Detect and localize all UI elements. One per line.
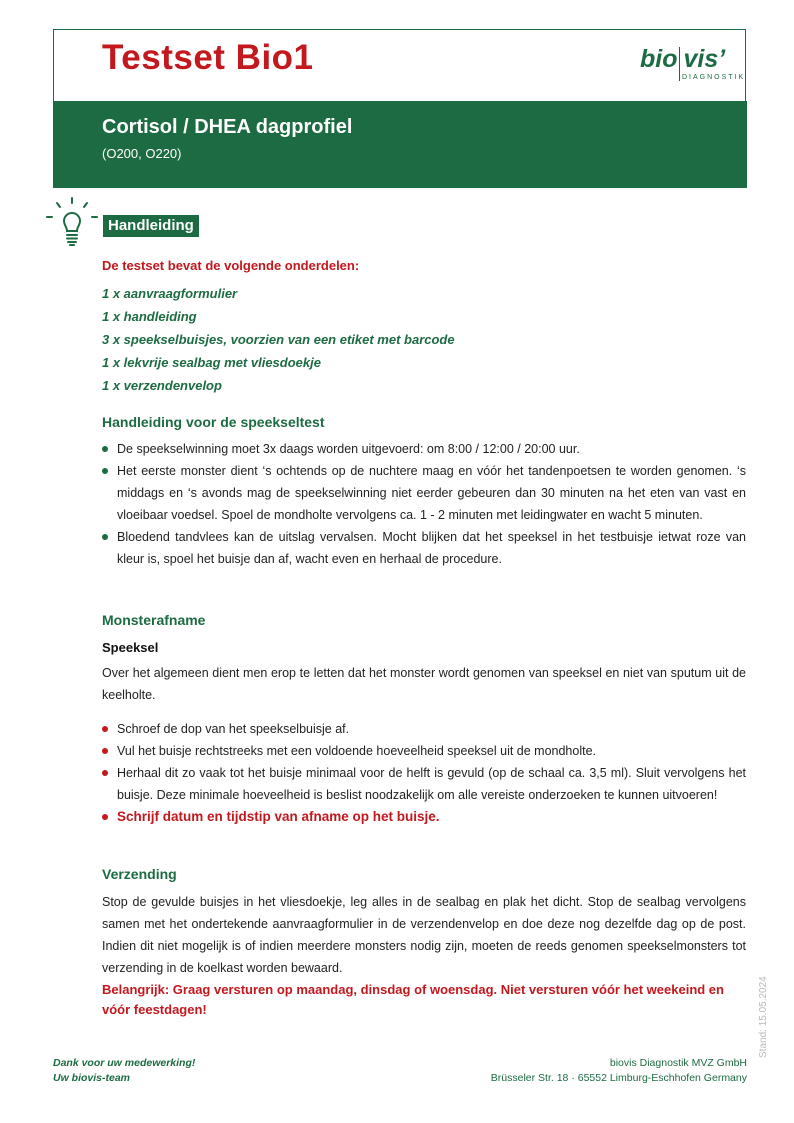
logo-subtitle: DIAGNOSTIK bbox=[682, 74, 746, 81]
footer-thanks-line2: Uw biovis-team bbox=[53, 1072, 131, 1084]
banner-title: Cortisol / DHEA dagprofiel bbox=[102, 116, 353, 138]
logo-divider bbox=[679, 47, 680, 81]
sampling-intro: Over het algemeen dient men erop te letten dat het monster wordt genomen van speeksel en niet van sputum uit de keelholte. bbox=[102, 666, 746, 702]
instructions-list bbox=[102, 438, 746, 570]
list-item: Schroef de dop van het speekselbuisje af. bbox=[102, 718, 746, 740]
list-item: 1 x aanvraagformulier bbox=[102, 286, 238, 301]
footer-address bbox=[491, 1056, 747, 1086]
sampling-list bbox=[102, 718, 746, 828]
contents-list bbox=[102, 282, 746, 397]
footer-thanks bbox=[53, 1056, 195, 1086]
shipping-text: Stop de gevulde buisjes in het vliesdoekje, leg alles in de sealbag en plak het dicht. Stop de sealbag vervolgens samen met het ondertekende aanvraagformulier in de verzendenvelop en doe deze nog dezelfde dag op de post. Indien dit niet mogelijk is of indien meerdere monsters nodig zijn, moeten de reeds genomen speekselmonsters tot verzending in de koelkast worden bewaard. bbox=[102, 895, 746, 975]
list-item: Vul het buisje rechtstreeks met een voldoende hoeveelheid speeksel uit de mondholte. bbox=[102, 740, 746, 762]
logo-wordmark: bio vis’ bbox=[640, 45, 726, 73]
list-item: 1 x verzendenvelop bbox=[102, 378, 222, 393]
list-item-emphasis: Schrijf datum en tijdstip van afname op het buisje. bbox=[102, 806, 746, 828]
sampling-heading: Monsterafname bbox=[102, 612, 206, 628]
lightbulb-icon bbox=[44, 196, 100, 248]
footer-company: biovis Diagnostik MVZ GmbH bbox=[609, 1057, 747, 1069]
list-item: Het eerste monster dient ‘s ochtends op de nuchtere maag en vóór het tandenpoetsen te worden genomen. ‘s middags en ‘s avonds mag de speekselwinning niet eerder gebeuren dan 30 minuten na het eten van vast en vloeibaar voedsel. Spoel de mondholte vervolgens ca. 1 - 2 minuten met leidingwater en wacht 5 minuten. bbox=[102, 460, 746, 526]
instructions-heading: Handleiding voor de speekseltest bbox=[102, 414, 325, 430]
shipping-block bbox=[102, 866, 746, 1020]
list-item: 1 x lekvrije sealbag met vliesdoekje bbox=[102, 355, 321, 370]
biovis-logo bbox=[640, 45, 744, 85]
instructions-block bbox=[102, 414, 746, 570]
list-item: Herhaal dit zo vaak tot het buisje minimaal voor de helft is gevuld (op de schaal ca. 3,5 ml). Sluit vervolgens het buisje. Deze minimale hoeveelheid is beslist noodzakelijk om alle vereiste onderzoeken te kunnen uitvoeren! bbox=[102, 762, 746, 806]
contents-heading: De testset bevat de volgende onderdelen: bbox=[102, 258, 360, 273]
banner-subtitle: (O200, O220) bbox=[102, 146, 182, 161]
list-item: Bloedend tandvlees kan de uitslag vervalsen. Mocht blijken dat het speeksel in het testbuisje ietwat roze van kleur is, spoel het buisje dan af, wacht even en herhaal de procedure. bbox=[102, 526, 746, 570]
stand-date: Stand: 15.05.2024 bbox=[758, 976, 769, 1058]
footer-street: Brüsseler Str. 18 · 65552 Limburg-Eschhofen Germany bbox=[490, 1072, 747, 1084]
shipping-heading: Verzending bbox=[102, 866, 177, 882]
page-title: Testset Bio1 bbox=[102, 38, 314, 77]
footer-thanks-line1: Dank voor uw medewerking! bbox=[53, 1057, 196, 1069]
sampling-subheading: Speeksel bbox=[102, 640, 159, 655]
list-item: 3 x speekselbuisjes, voorzien van een etiket met barcode bbox=[102, 332, 455, 347]
title-banner bbox=[53, 101, 747, 188]
sampling-block bbox=[102, 612, 746, 828]
list-item: 1 x handleiding bbox=[102, 309, 197, 324]
shipping-important: Belangrijk: Graag versturen op maandag, dinsdag of woensdag. Niet versturen vóór het weekeind en vóór feestdagen! bbox=[102, 982, 724, 1017]
list-item: De speekselwinning moet 3x daags worden uitgevoerd: om 8:00 / 12:00 / 20:00 uur. bbox=[102, 438, 746, 460]
contents-block bbox=[102, 258, 746, 397]
section-label-handleiding: Handleiding bbox=[103, 215, 199, 237]
